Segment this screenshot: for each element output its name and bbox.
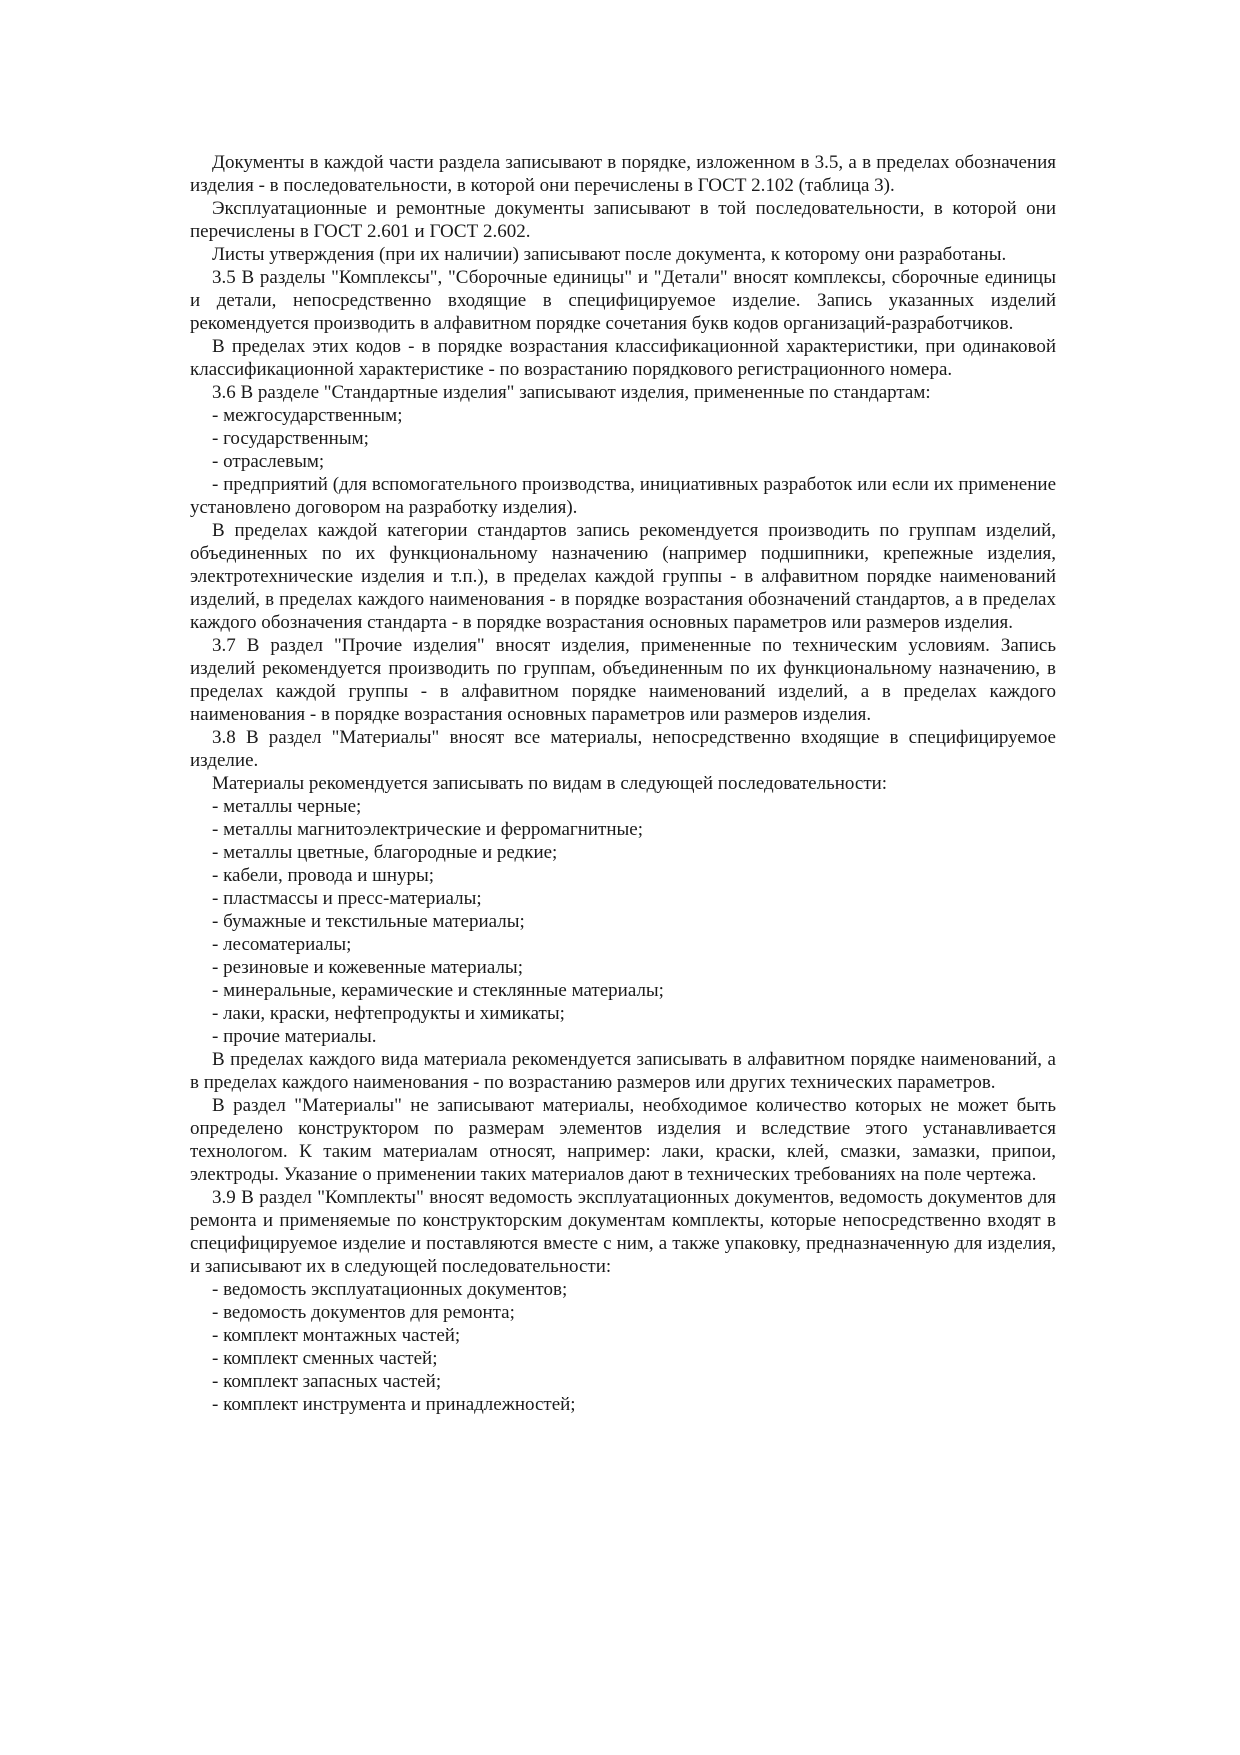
list-item: - комплект сменных частей; [212, 1348, 438, 1369]
paragraph: В пределах каждого вида материала рекомендуется записывать в алфавитном порядке наименований, а в пределах каждого наименования - по возрастанию размеров или других технических параметров. [190, 1049, 1056, 1093]
list-item: - ведомость эксплуатационных документов; [212, 1279, 568, 1300]
paragraph-section-3-7: 3.7 В раздел "Прочие изделия" вносят изделия, примененные по техническим условиям. Запись изделий рекомендуется производить по группам, объединенным по их функциональному назначению, в пределах каждой группы - в алфавитном порядке наименований изделий, а в пределах каждого наименования - в порядке возрастания основных параметров или размеров изделия. [190, 635, 1056, 725]
paragraph: Эксплуатационные и ремонтные документы записывают в той последовательности, в которой они перечислены в ГОСТ 2.601 и ГОСТ 2.602. [190, 198, 1056, 242]
paragraph: В раздел "Материалы" не записывают материалы, необходимое количество которых не может быть определено конструктором по размерам элементов изделия и вследствие этого устанавливается технологом. К таким материалам относят, например: лаки, краски, клей, смазки, замазки, припои, электроды. Указание о применении таких материалов дают в технических требованиях на поле чертежа. [190, 1095, 1056, 1185]
paragraph-section-3-6: 3.6 В разделе "Стандартные изделия" записывают изделия, примененные по стандартам: [212, 382, 931, 403]
list-item: - предприятий (для вспомогательного производства, инициативных разработок или если их применение установлено договором на разработку изделия). [190, 474, 1056, 518]
paragraph-section-3-8: 3.8 В раздел "Материалы" вносят все материалы, непосредственно входящие в специфицируемое изделие. [190, 727, 1056, 771]
list-item: - минеральные, керамические и стеклянные материалы; [212, 980, 664, 1001]
list-item: - прочие материалы. [212, 1026, 377, 1047]
list-item: - резиновые и кожевенные материалы; [212, 957, 523, 978]
list-item: - металлы черные; [212, 796, 362, 817]
list-item: - пластмассы и пресс-материалы; [212, 888, 482, 909]
list-item: - лесоматериалы; [212, 934, 352, 955]
list-item: - комплект монтажных частей; [212, 1325, 461, 1346]
list-item: - ведомость документов для ремонта; [212, 1302, 515, 1323]
paragraph: Документы в каждой части раздела записывают в порядке, изложенном в 3.5, а в пределах обозначения изделия - в последовательности, в которой они перечислены в ГОСТ 2.102 (таблица 3). [190, 152, 1056, 196]
list-item: - металлы цветные, благородные и редкие; [212, 842, 558, 863]
list-item: - комплект инструмента и принадлежностей; [212, 1394, 576, 1415]
paragraph-section-3-5: 3.5 В разделы "Комплексы", "Сборочные единицы" и "Детали" вносят комплексы, сборочные единицы и детали, непосредственно входящие в специфицируемое изделие. Запись указанных изделий рекомендуется производить в алфавитном порядке сочетания букв кодов организаций-разработчиков. [190, 267, 1056, 334]
paragraph: Листы утверждения (при их наличии) записывают после документа, к которому они разработаны. [212, 244, 1007, 265]
list-item: - межгосударственным; [212, 405, 403, 426]
paragraph-section-3-9: 3.9 В раздел "Комплекты" вносят ведомость эксплуатационных документов, ведомость документов для ремонта и применяемые по конструкторским документам комплекты, которые непосредственно входят в специфицируемое изделие и поставляются вместе с ним, а также упаковку, предназначенную для изделия, и записывают их в следующей последовательности: [190, 1187, 1056, 1277]
paragraph: Материалы рекомендуется записывать по видам в следующей последовательности: [212, 773, 888, 794]
list-item: - лаки, краски, нефтепродукты и химикаты; [212, 1003, 565, 1024]
list-item: - бумажные и текстильные материалы; [212, 911, 525, 932]
paragraph: В пределах этих кодов - в порядке возрастания классификационной характеристики, при одинаковой классификационной характеристике - по возрастанию порядкового регистрационного номера. [190, 336, 1056, 380]
list-item: - кабели, провода и шнуры; [212, 865, 435, 886]
list-item: - отраслевым; [212, 451, 325, 472]
list-item: - государственным; [212, 428, 369, 449]
document-page [190, 151, 1056, 1416]
list-item: - комплект запасных частей; [212, 1371, 442, 1392]
list-item: - металлы магнитоэлектрические и ферромагнитные; [212, 819, 643, 840]
paragraph: В пределах каждой категории стандартов запись рекомендуется производить по группам изделий, объединенных по их функциональному назначению (например подшипники, крепежные изделия, электротехнические изделия и т.п.), в пределах каждой группы - в алфавитном порядке наименований изделий, в пределах каждого наименования - в порядке возрастания обозначений стандартов, а в пределах каждого обозначения стандарта - в порядке возрастания основных параметров или размеров изделия. [190, 520, 1056, 633]
